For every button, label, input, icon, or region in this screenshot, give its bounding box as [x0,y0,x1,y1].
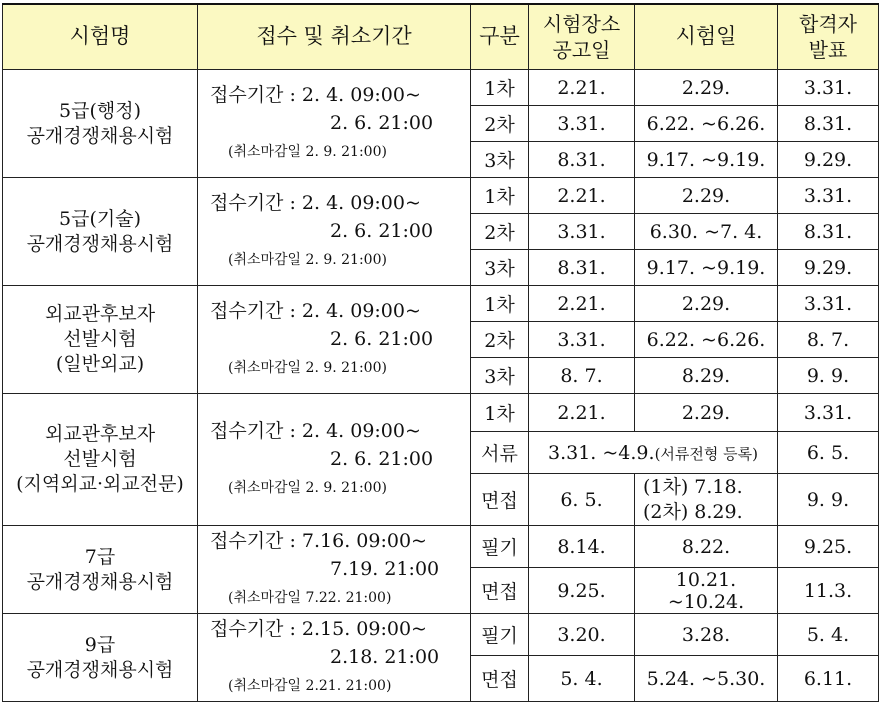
exam-date-cell: 9.17. ~9.19. [635,250,778,286]
period-cell: 접수기간 : 2. 4. 09:00~ 2. 6. 21:00 (취소마감일 2. 9. 21:00) [198,286,471,394]
document-screening-merged-cell: 3.31. ~4.9.(서류전형 등록) [529,432,778,474]
exam-name-cell: 5급(행정) 공개경쟁채용시험 [3,70,198,178]
venue-notice-cell: 2.21. [529,394,635,432]
result-cell: 11.3. [778,568,879,614]
header-category: 구분 [471,4,529,70]
venue-notice-cell: 6. 5. [529,474,635,526]
exam-name-cell: 5급(기술) 공개경쟁채용시험 [3,178,198,286]
result-cell: 3.31. [778,178,879,214]
category-cell: 3차 [471,358,529,394]
category-cell: 3차 [471,142,529,178]
header-row [3,4,879,70]
period-cell: 접수기간 : 2. 4. 09:00~ 2. 6. 21:00 (취소마감일 2. 9. 21:00) [198,178,471,286]
exam-date-cell: 2.29. [635,70,778,106]
exam-schedule-table [2,3,879,702]
category-cell: 면접 [471,568,529,614]
header-result: 합격자 발표 [778,4,879,70]
venue-notice-cell: 2.21. [529,178,635,214]
header-exam-name: 시험명 [3,4,198,70]
exam-date-cell: (1차) 7.18. (2차) 8.29. [635,474,778,526]
header-venue-notice: 시험장소 공고일 [529,4,635,70]
period-cell: 접수기간 : 7.16. 09:00~ 7.19. 21:00 (취소마감일 7.22. 21:00) [198,526,471,614]
category-cell: 서류 [471,432,529,474]
venue-notice-cell: 2.21. [529,286,635,322]
header-exam-date: 시험일 [635,4,778,70]
exam-name-cell: 외교관후보자 선발시험 (지역외교·외교전문) [3,394,198,526]
result-cell: 8.31. [778,214,879,250]
result-cell: 6.11. [778,656,879,702]
exam-date-cell: 6.22. ~6.26. [635,106,778,142]
venue-notice-cell: 9.25. [529,568,635,614]
venue-notice-cell: 8.31. [529,250,635,286]
venue-notice-cell: 3.31. [529,322,635,358]
header-period: 접수 및 취소기간 [198,4,471,70]
venue-notice-cell: 3.20. [529,614,635,656]
period-cell: 접수기간 : 2.15. 09:00~ 2.18. 21:00 (취소마감일 2.21. 21:00) [198,614,471,702]
category-cell: 1차 [471,286,529,322]
exam-date-cell: 5.24. ~5.30. [635,656,778,702]
result-cell: 8. 7. [778,322,879,358]
exam-date-cell: 2.29. [635,178,778,214]
result-cell: 5. 4. [778,614,879,656]
exam-name-cell: 9급 공개경쟁채용시험 [3,614,198,702]
category-cell: 필기 [471,614,529,656]
venue-notice-cell: 3.31. [529,106,635,142]
result-cell: 3.31. [778,286,879,322]
venue-notice-cell: 8.14. [529,526,635,568]
table-row [3,614,879,656]
category-cell: 1차 [471,178,529,214]
table-row [3,178,879,214]
result-cell: 9.29. [778,142,879,178]
period-cell: 접수기간 : 2. 4. 09:00~ 2. 6. 21:00 (취소마감일 2. 9. 21:00) [198,70,471,178]
category-cell: 2차 [471,106,529,142]
category-cell: 3차 [471,250,529,286]
exam-date-cell: 2.29. [635,394,778,432]
venue-notice-cell: 8.31. [529,142,635,178]
result-cell: 6. 5. [778,432,879,474]
result-cell: 8.31. [778,106,879,142]
table-row [3,286,879,322]
result-cell: 9.25. [778,526,879,568]
category-cell: 2차 [471,214,529,250]
result-cell: 3.31. [778,70,879,106]
category-cell: 1차 [471,70,529,106]
category-cell: 필기 [471,526,529,568]
venue-notice-cell: 2.21. [529,70,635,106]
exam-date-cell: 8.22. [635,526,778,568]
venue-notice-cell: 3.31. [529,214,635,250]
exam-date-cell: 6.22. ~6.26. [635,322,778,358]
result-cell: 9. 9. [778,474,879,526]
result-cell: 9.29. [778,250,879,286]
exam-date-cell: 8.29. [635,358,778,394]
exam-date-cell: 9.17. ~9.19. [635,142,778,178]
exam-date-cell: 10.21. ~10.24. [635,568,778,614]
exam-name-cell: 7급 공개경쟁채용시험 [3,526,198,614]
category-cell: 면접 [471,656,529,702]
venue-notice-cell: 8. 7. [529,358,635,394]
exam-name-cell: 외교관후보자 선발시험 (일반외교) [3,286,198,394]
result-cell: 3.31. [778,394,879,432]
exam-date-cell: 3.28. [635,614,778,656]
table-row [3,526,879,568]
category-cell: 2차 [471,322,529,358]
category-cell: 1차 [471,394,529,432]
category-cell: 면접 [471,474,529,526]
period-cell: 접수기간 : 2. 4. 09:00~ 2. 6. 21:00 (취소마감일 2. 9. 21:00) [198,394,471,526]
exam-date-cell: 2.29. [635,286,778,322]
result-cell: 9. 9. [778,358,879,394]
venue-notice-cell: 5. 4. [529,656,635,702]
exam-date-cell: 6.30. ~7. 4. [635,214,778,250]
table-row [3,70,879,106]
table-row [3,394,879,432]
